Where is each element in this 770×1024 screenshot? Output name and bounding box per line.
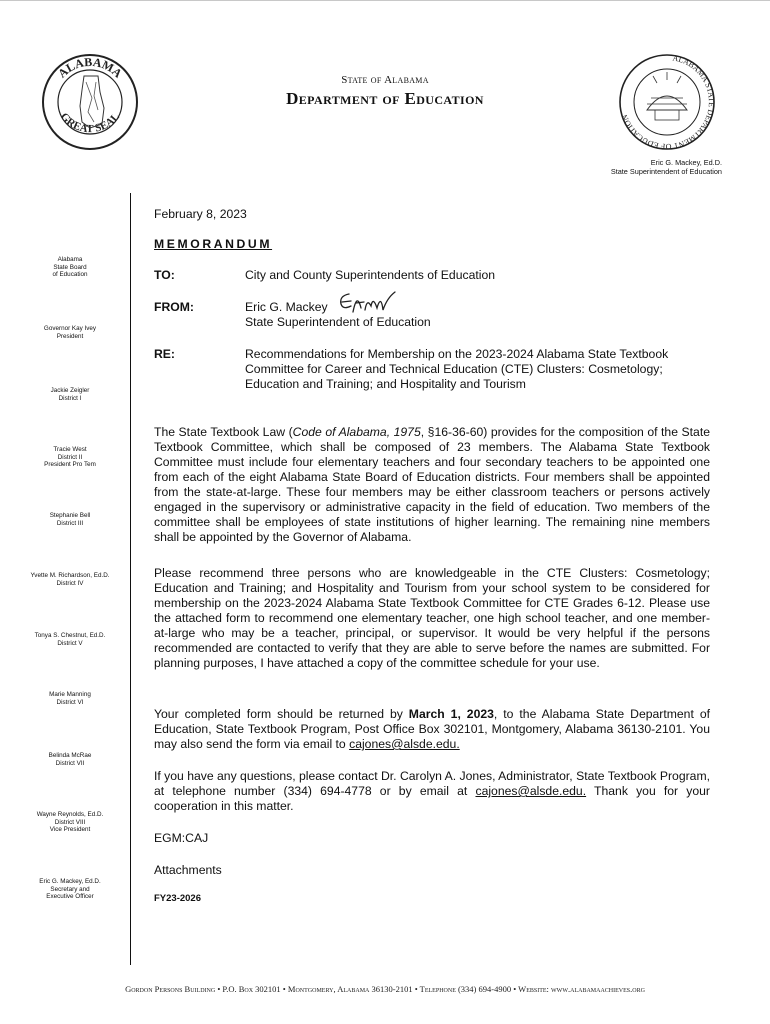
svg-text:ALABAMA STATE DEPARTMENT OF ED: ALABAMA STATE DEPARTMENT OF EDUCATION — [620, 53, 717, 152]
board-member-line: District V — [57, 639, 83, 647]
great-seal-logo — [40, 52, 140, 152]
board-member-line: Secretary and — [50, 885, 90, 893]
paragraph-1 — [154, 425, 710, 545]
board-member-name: Belinda McRae — [48, 752, 92, 759]
re-label: RE: — [154, 347, 175, 361]
top-border — [0, 0, 770, 1]
board-member-line: District VII — [55, 759, 85, 767]
superintendent-name: Eric G. Mackey, Ed.D. — [650, 158, 722, 167]
email-link[interactable]: cajones@alsde.edu. — [475, 784, 587, 798]
paragraph-text: Your completed form should be returned by — [154, 707, 409, 721]
board-member-name: Stephanie Bell — [49, 512, 91, 519]
board-member-line: District IV — [56, 579, 84, 587]
board-member-line: Vice President — [49, 826, 91, 834]
email-link[interactable]: cajones@alsde.edu. — [349, 737, 460, 751]
document-code: FY23-2026 — [154, 893, 202, 904]
board-entry — [18, 752, 122, 767]
signature-image — [337, 288, 403, 324]
department-heading: Department of Education — [286, 89, 484, 108]
board-member-name: Yvette M. Richardson, Ed.D. — [30, 572, 110, 579]
paragraph-text: , to the Alabama State Department of Education, State Textbook Program, Post Office Box 302101, Montgomery, Alabama 36130-2101. You may also send the form via email to — [154, 707, 710, 751]
board-entry — [18, 387, 122, 402]
board-entry — [18, 325, 122, 340]
paragraph-citation: Code of Alabama, 1975 — [292, 425, 421, 439]
sidebar-divider — [130, 193, 131, 965]
board-member-line: President Pro Tem — [44, 461, 96, 469]
paragraph-text: The State Textbook Law ( — [154, 425, 293, 439]
to-label: TO: — [154, 268, 175, 282]
board-member-name: Tracie West — [53, 446, 87, 453]
board-member-line: President — [56, 332, 84, 340]
board-member-line: District VIII — [54, 818, 86, 826]
svg-text:GREAT SEAL: GREAT SEAL — [57, 110, 123, 136]
board-member-line: Executive Officer — [46, 893, 94, 901]
superintendent-title: State Superintendent of Education — [610, 167, 722, 176]
re-value: Recommendations for Membership on the 2023-2024 Alabama State Textbook Committee for Career and Technical Education (CTE) Clusters: Cosmetology; Education and Training; and Hospitality and Tourism — [245, 347, 669, 391]
board-member-name: Wayne Reynolds, Ed.D. — [36, 811, 104, 818]
memo-heading: MEMORANDUM — [154, 237, 273, 251]
board-member-name: Jackie Zeigler — [50, 387, 90, 394]
board-entry — [18, 878, 122, 901]
state-heading: State of Alabama — [341, 74, 429, 86]
board-member-name: Tonya S. Chestnut, Ed.D. — [34, 632, 106, 639]
attachments-label: Attachments — [154, 863, 222, 877]
from-label: FROM: — [154, 300, 194, 314]
board-member-line: District II — [57, 453, 83, 461]
paragraph-text: , §16-36-60) provides for the composition of the State Textbook Committee, which shall be composed of 23 members. The Alabama State Textbook Committee must include four elementary teachers and four secondary teachers to be appointed one from each of the eight Alabama State Board of Education districts. Four members shall be appointed from the state-at-large. These four members may be either classroom teachers or persons actively engaged in the supervisory or administrative capacity in the field of education. Two members of the committee shall be employees of state institutions of higher learning. The remaining nine members shall be appointed by the Governor of Alabama. — [154, 425, 710, 544]
superintendent-block — [611, 158, 722, 176]
board-member-line: State Board — [53, 263, 87, 271]
board-member-line: District VI — [56, 698, 84, 706]
board-entry — [18, 256, 122, 279]
svg-text:ALABAMA: ALABAMA — [55, 54, 125, 81]
board-entry — [18, 632, 122, 647]
board-member-name: Eric G. Mackey, Ed.D. — [39, 878, 101, 885]
memo-date: February 8, 2023 — [154, 207, 247, 221]
board-entry — [18, 811, 122, 834]
board-entry — [18, 691, 122, 706]
department-seal-logo — [617, 52, 717, 152]
board-member-name: Alabama — [57, 256, 83, 263]
from-value — [245, 300, 713, 330]
initials: EGM:CAJ — [154, 831, 209, 845]
board-entry — [18, 512, 122, 527]
paragraph-text: Thank you for your cooperation in this matter. — [154, 784, 710, 813]
board-member-line: District I — [58, 394, 82, 402]
paragraph-3 — [154, 707, 710, 752]
paragraph-text: If you have any questions, please contact Dr. Carolyn A. Jones, Administrator, State Textbook Program, at telephone number (334) 694-4778 or by email at — [154, 769, 710, 798]
board-member-name: Governor Kay Ivey — [43, 325, 97, 332]
board-entry — [18, 572, 122, 587]
board-member-line: of Education — [52, 271, 88, 279]
deadline-date: March 1, 2023 — [408, 707, 494, 721]
from-name: Eric G. Mackey — [245, 300, 328, 314]
board-entry — [18, 446, 122, 469]
paragraph-4 — [154, 769, 710, 814]
footer-address: Gordon Persons Building • P.O. Box 302101 • Montgomery, Alabama 36130-2101 • Telephone (334) 694-4900 • Website: www.alabamaachieves.org — [125, 984, 645, 994]
board-member-name: Marie Manning — [49, 691, 91, 698]
paragraph-2: Please recommend three persons who are knowledgeable in the CTE Clusters: Cosmetology; Education and Training; and Hospitality and Tourism from your school system to be considered for membership on the 2023-2024 Alabama State Textbook Committee for CTE Grades 6-12. Please use the attached form to recommend one elementary teacher, one high school teacher, and one member-at-large who may be a teacher, principal, or supervisor. It would be very helpful if the persons recommended are contacted to verify that they are able to serve before the names are submitted. For planning purposes, I have attached a copy of the committee schedule for your use. — [154, 566, 710, 670]
from-title: State Superintendent of Education — [245, 315, 431, 329]
board-member-line: District III — [56, 519, 84, 527]
to-value: City and County Superintendents of Education — [245, 268, 496, 282]
